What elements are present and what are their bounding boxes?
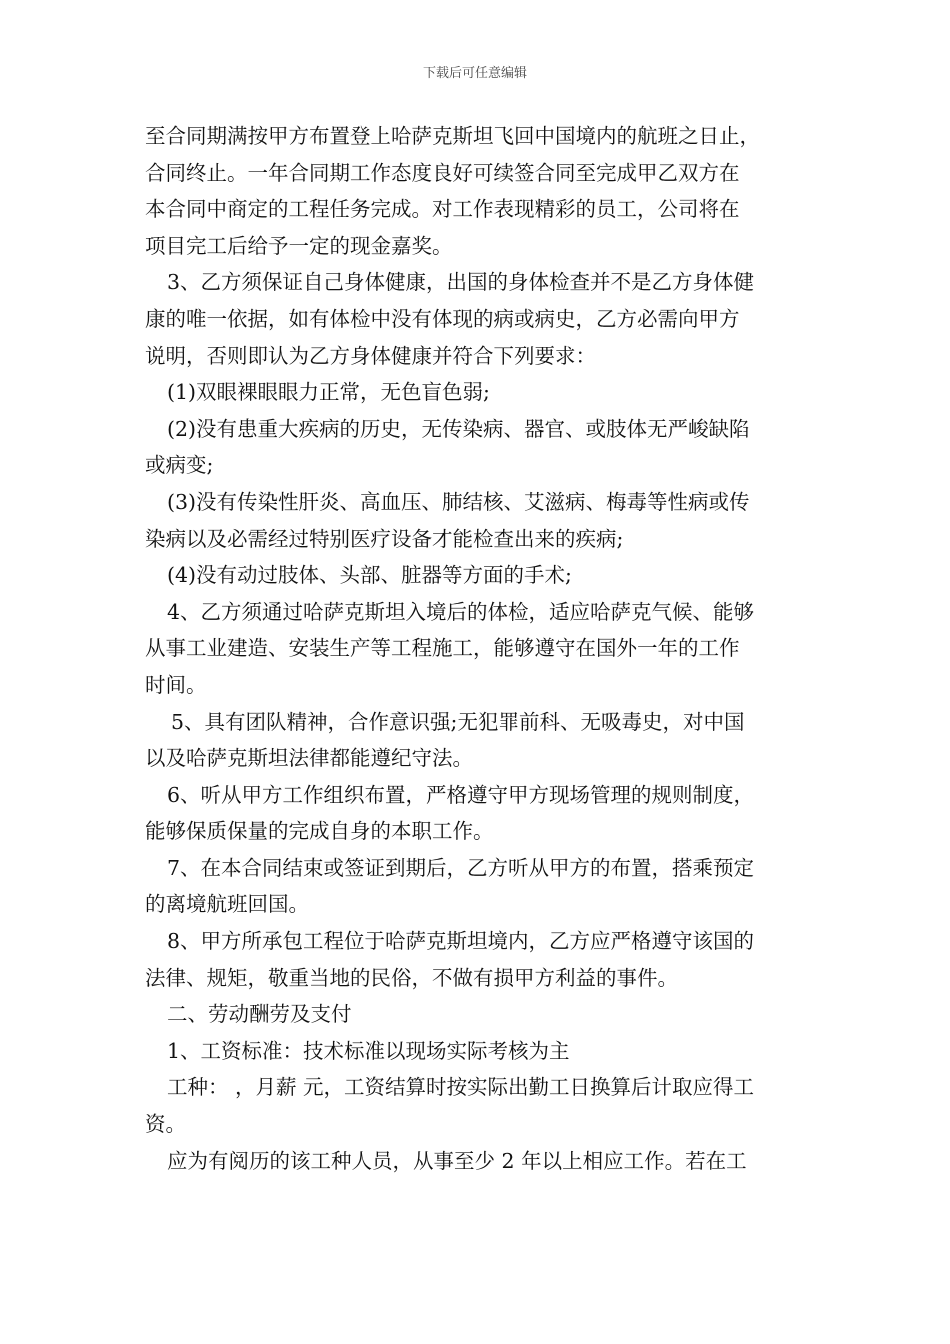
text-line: 能够保质保量的完成自身的本职工作。 [145, 819, 494, 844]
text-line: 法律、规矩，敬重当地的民俗，不做有损甲方利益的事件。 [145, 965, 678, 990]
text-line: 工种： ，月薪 元，工资结算时按实际出勤工日换算后计取应得工 [167, 1075, 755, 1100]
text-line: 6、听从甲方工作组织布置，严格遵守甲方现场管理的规则制度， [167, 782, 755, 807]
section-heading: 二、劳动酬劳及支付 [167, 1002, 352, 1027]
text-line: 7、在本合同结束或签证到期后，乙方听从甲方的布置，搭乘预定 [167, 855, 755, 880]
text-line: 项目完工后给予一定的现金嘉奖。 [145, 233, 453, 258]
text-line: 3、乙方须保证自己身体健康，出国的身体检查并不是乙方身体健 [167, 270, 755, 295]
text-line: 染病以及必需经过特别医疗设备才能检查出来的疾病; [145, 526, 624, 551]
text-line: 说明，否则即认为乙方身体健康并符合下列要求： [145, 343, 596, 368]
text-line: 以及哈萨克斯坦法律都能遵纪守法。 [145, 746, 473, 771]
text-line: 应为有阅历的该工种人员，从事至少 2 年以上相应工作。若在工 [167, 1148, 747, 1173]
text-line: 资。 [145, 1112, 186, 1137]
text-line: 1、工资标准：技术标准以现场实际考核为主 [167, 1038, 570, 1063]
text-line: 4、乙方须通过哈萨克斯坦入境后的体检，适应哈萨克气候、能够 [167, 599, 755, 624]
text-line: 5、具有团队精神，合作意识强;无犯罪前科、无吸毒史，对中国 [171, 709, 745, 734]
text-line: (1)双眼裸眼眼力正常，无色盲色弱; [167, 380, 490, 405]
text-line: 或病变; [145, 453, 214, 478]
page-header: 下载后可任意编辑 [422, 66, 527, 81]
text-line: (4)没有动过肢体、头部、脏器等方面的手术; [167, 563, 572, 588]
text-line: 本合同中商定的工程任务完成。对工作表现精彩的员工，公司将在 [145, 197, 740, 222]
text-line: (2)没有患重大疾病的历史，无传染病、器官、或肢体无严峻缺陷 [167, 416, 750, 441]
text-line: 8、甲方所承包工程位于哈萨克斯坦境内，乙方应严格遵守该国的 [167, 929, 755, 954]
text-line: 从事工业建造、安装生产等工程施工，能够遵守在国外一年的工作 [145, 636, 740, 661]
document-body [145, 118, 810, 1179]
text-line: (3)没有传染性肝炎、高血压、肺结核、艾滋病、梅毒等性病或传 [167, 489, 750, 514]
text-line: 时间。 [145, 672, 207, 697]
text-line: 合同终止。一年合同期工作态度良好可续签合同至完成甲乙双方在 [145, 160, 740, 185]
text-line: 康的唯一依据，如有体检中没有体现的病或病史，乙方必需向甲方 [145, 306, 740, 331]
text-line: 的离境航班回国。 [145, 892, 309, 917]
text-line: 至合同期满按甲方布置登上哈萨克斯坦飞回中国境内的航班之日止， [145, 124, 760, 148]
